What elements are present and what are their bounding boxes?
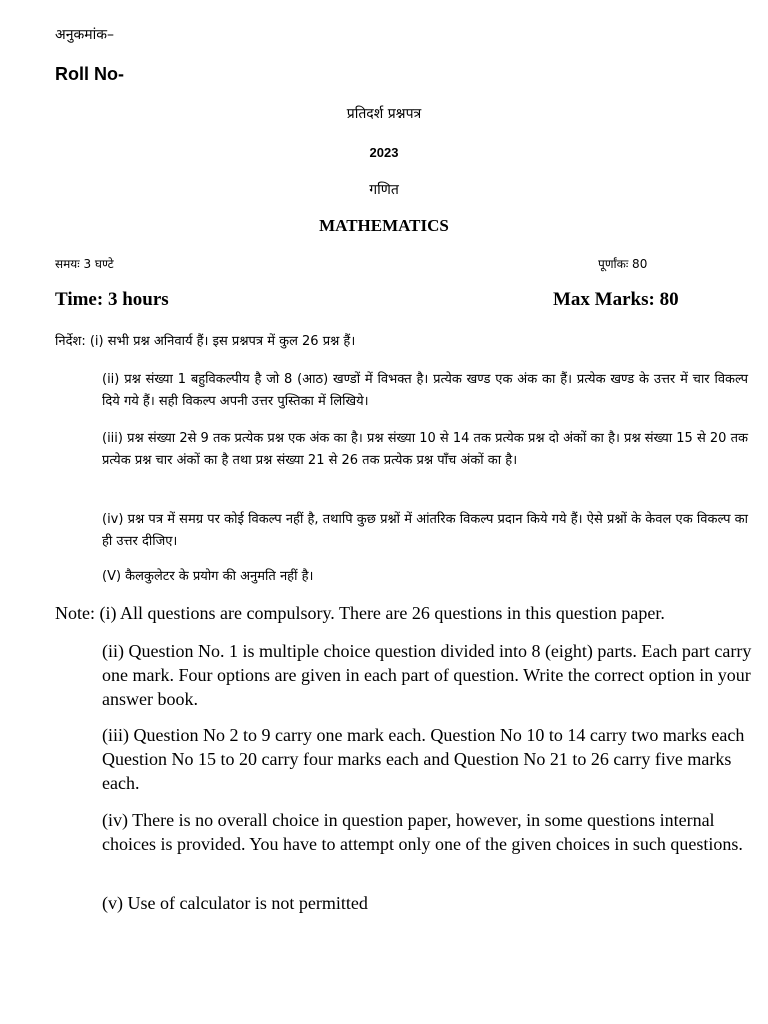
paper-year: 2023 — [369, 145, 399, 160]
instruction-hindi-2: (ii) प्रश्न संख्या 1 बहुविकल्पीय है जो 8 (आठ) खण्डों में विभक्त है। प्रत्येक खण्ड एक अंक का हैं। प्रत्येक खण्ड के उत्तर में चार विकल्प दिये गये हैं। सही विकल्प अपनी उत्तर पुस्तिका में लिखिये। — [102, 372, 748, 409]
instruction-hindi-5: (V) कैलकुलेटर के प्रयोग की अनुमति नहीं है। — [102, 569, 314, 584]
subject-title: MATHEMATICS — [319, 216, 449, 235]
instruction-hindi-4: (iv) प्रश्न पत्र में समग्र पर कोई विकल्प नहीं है, तथापि कुछ प्रश्नों में आंतरिक विकल्प प्रदान किये गये हैं। ऐसे प्रश्नों के केवल एक विकल्प का ही उत्तर दीजिए। — [102, 512, 748, 549]
roll-number-label: Roll No- — [55, 64, 124, 84]
roll-number-label-hindi: अनुकमांक– — [55, 27, 114, 43]
duration: Time: 3 hours — [55, 289, 169, 310]
instruction-hindi-1: निर्देश: (i) सभी प्रश्न अनिवार्य हैं। इस प्रश्नपत्र में कुल 26 प्रश्न हैं। — [55, 334, 356, 349]
instruction-english-4: (iv) There is no overall choice in question paper, however, in some questions internal choices is provided. You have to attempt only one of the given choices in such questions. — [102, 810, 743, 854]
instruction-english-1: Note: (i) All questions are compulsory. There are 26 questions in this question paper. — [55, 603, 665, 623]
instruction-hindi-3: (iii) प्रश्न संख्या 2से 9 तक प्रत्येक प्रश्न एक अंक का है। प्रश्न संख्या 10 से 14 तक प्रत्येक प्रश्न दो अंकों का है। प्रश्न संख्या 15 से 20 तक प्रत्येक प्रश्न चार अंकों का है तथा प्रश्न संख्या 21 से 26 तक प्रत्येक प्रश्न पाँच अंकों का है। — [102, 431, 748, 468]
instruction-english-5: (v) Use of calculator is not permitted — [102, 893, 368, 913]
subject-title-hindi: गणित — [369, 182, 399, 198]
max-marks-hindi: पूर्णांकः 80 — [598, 257, 648, 271]
paper-title-hindi: प्रतिदर्श प्रश्नपत्र — [346, 106, 422, 122]
instruction-english-2: (ii) Question No. 1 is multiple choice question divided into 8 (eight) parts. Each part carry one mark. Four options are given in each part of question. Write the correct option in your answer book. — [102, 641, 752, 709]
max-marks: Max Marks: 80 — [553, 289, 679, 310]
duration-hindi: समयः 3 घण्टे — [55, 257, 114, 271]
instruction-english-3: (iii) Question No 2 to 9 carry one mark each. Question No 10 to 14 carry two marks each Question No 15 to 20 carry four marks each and Question No 21 to 26 carry five marks each. — [102, 725, 745, 793]
